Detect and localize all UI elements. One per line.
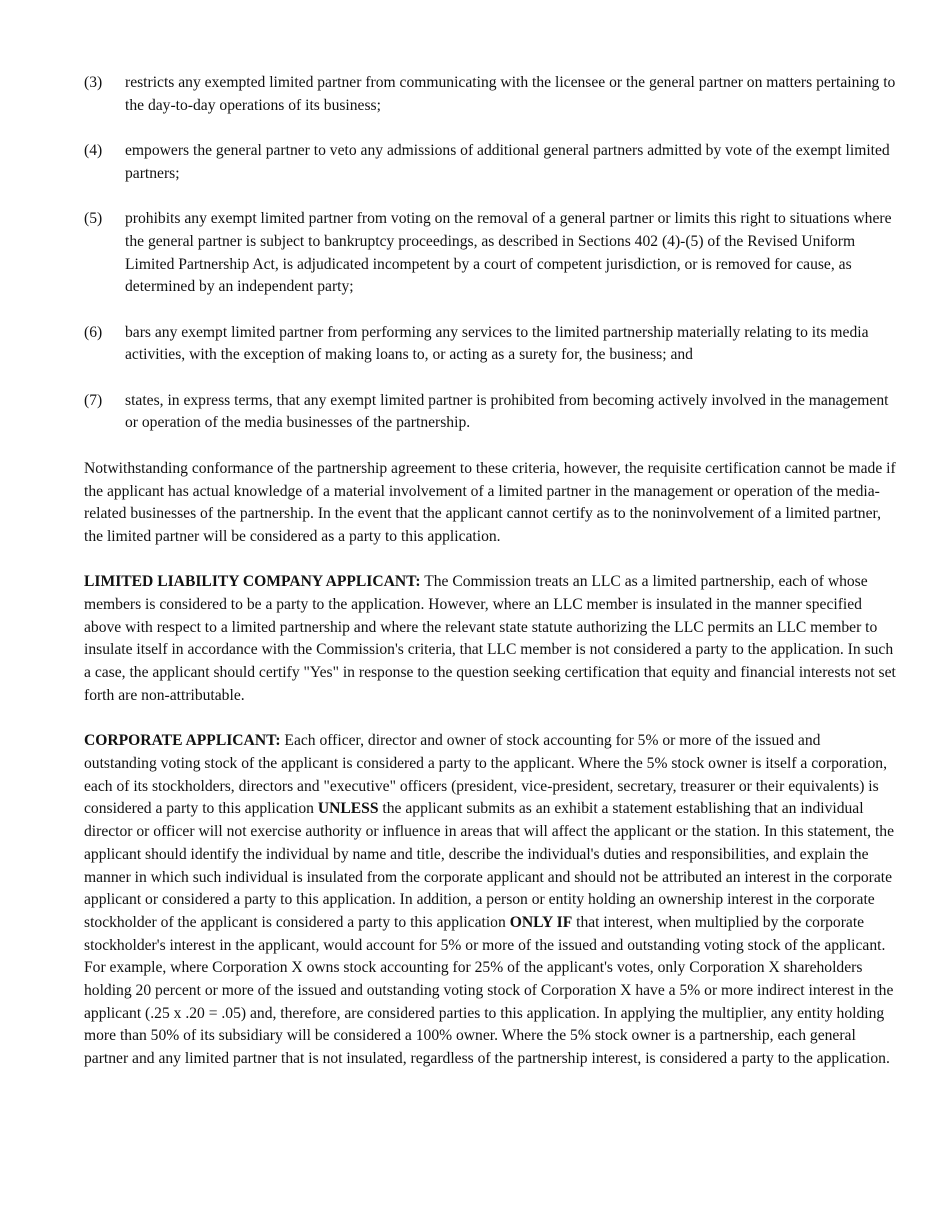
item-text: prohibits any exempt limited partner from voting on the removal of a general partner or limits this right to situations where the general partner is subject to bankruptcy proceedings, as described in Sections 402 (4)-(5) of the Revised Uniform Limited Partnership Act, is adjudicated incompetent by a court of competent jurisdiction, or is removed for cause, as determined by an independent party; [125, 210, 892, 296]
item-text: restricts any exempted limited partner from communicating with the licensee or the general partner on matters pertaining to the day-to-day operations of its business; [125, 74, 896, 114]
llc-applicant-heading: LIMITED LIABILITY COMPANY APPLICANT: [84, 573, 421, 591]
criteria-item-3 [84, 72, 896, 117]
criteria-item-5 [84, 208, 896, 299]
corporate-text-part-1: Each officer, director and owner of stock accounting for 5% or more of the issued and outstanding voting stock of the applicant is considered a party to the applicant. Where the 5% stock owner is itself a corporation, each of its stockholders, directors and "executive" officers (president, vice-president, secretary, treasurer or their equivalents) is considered a party to this application [84, 732, 888, 818]
criteria-item-6 [84, 322, 896, 367]
criteria-item-4 [84, 140, 896, 185]
item-text: bars any exempt limited partner from performing any services to the limited partnership materially relating to its media activities, with the exception of making loans to, or acting as a surety for, the business; and [125, 323, 869, 364]
item-text: empowers the general partner to veto any admissions of additional general partners admitted by vote of the exempt limited partners; [125, 142, 890, 182]
corporate-applicant-paragraph [84, 730, 896, 1071]
item-number: (6) [84, 323, 103, 341]
item-number: (3) [84, 74, 103, 91]
item-text: states, in express terms, that any exempt limited partner is prohibited from becoming actively involved in the management or operation of the media businesses of the partnership. [125, 391, 889, 432]
notwithstanding-paragraph: Notwithstanding conformance of the partnership agreement to these criteria, however, the requisite certification cannot be made if the applicant has actual knowledge of a material involvement of a limited partner in the management or operation of the media-related businesses of the partnership. In the event that the applicant cannot certify as to the noninvolvement of a limited partner, the limited partner will be considered as a party to this application. [84, 459, 896, 545]
criteria-item-7 [84, 390, 896, 435]
only-if-emphasis: ONLY IF [509, 913, 573, 931]
llc-applicant-paragraph [84, 571, 896, 707]
corporate-text-part-2: the applicant submits as an exhibit a statement establishing that an individual director or officer will not exercise authority or influence in areas that will affect the applicant or the station. In this statement, the applicant should identify the individual by name and title, describe the individual's duties and responsibilities, and explain the manner in which such individual is insulated from the corporate applicant and should not be attributed an interest in the corporate applicant or considered a party to this application. In addition, a person or entity holding an ownership interest in the corporate stockholder of the applicant is considered a party to this application [84, 800, 895, 931]
item-number: (4) [84, 142, 103, 160]
corporate-text-part-3: that interest, when multiplied by the corporate stockholder's interest in the applicant, would account for 5% or more of the issued and outstanding voting stock of the applicant. For example, where Corporation X owns stock accounting for 25% of the applicant's votes, only Corporation X shareholders holding 20 percent or more of the issued and outstanding voting stock of Corporation X have a 5% or more indirect interest in the applicant (.25 x .20 = .05) and, therefore, are considered parties to this application. In applying the multiplier, any entity holding more than 50% of its subsidiary will be considered a 100% owner. Where the 5% stock owner is a partnership, each general partner and any limited partner that is not insulated, regardless of the partnership interest, is considered a party to the application. [84, 913, 894, 1068]
llc-applicant-text: The Commission treats an LLC as a limited partnership, each of whose members is considered to be a party to the application. However, where an LLC member is insulated in the manner specified above with respect to a limited partnership and where the relevant state statute authorizing the LLC permits an LLC member to insulate itself in accordance with the Commission's criteria, that LLC member is not considered a party to the application. In such a case, the applicant should certify "Yes" in response to the question seeking certification that equity and financial interests not set forth are non-attributable. [84, 573, 896, 704]
item-number: (7) [84, 391, 103, 409]
corporate-applicant-heading: CORPORATE APPLICANT: [84, 732, 281, 750]
document-page [84, 72, 896, 1094]
unless-emphasis: UNLESS [317, 800, 379, 818]
item-number: (5) [84, 210, 103, 228]
